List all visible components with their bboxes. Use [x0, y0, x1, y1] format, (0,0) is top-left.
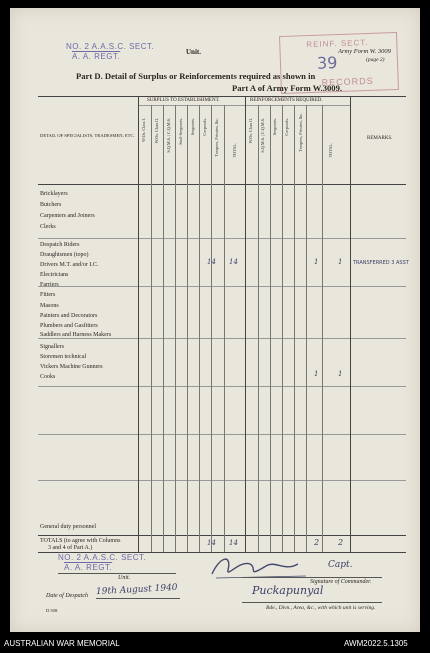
surplus-col-7: TOTAL.: [232, 143, 237, 158]
surplus-column-header: SURPLUS TO ESTABLISHMENT.: [147, 98, 220, 103]
signature-rank: Capt.: [328, 560, 353, 570]
row-label: Bricklayers: [40, 191, 68, 197]
totals-surplus-troopers: 14: [207, 539, 216, 547]
unit-label: Unit.: [186, 48, 201, 56]
reinforcements-column-header: REINFORCEMENTS REQUIRED.: [250, 98, 323, 103]
reinf-col-2: Sergeants.: [272, 118, 277, 136]
date-of-despatch-label: Date of Despatch: [46, 593, 88, 599]
row-label: Fitters: [40, 292, 56, 298]
bottom-unit-label: Unit.: [118, 575, 131, 581]
row-label: Draughtsmen (topo): [40, 252, 89, 258]
row-label: Farriers: [40, 282, 59, 288]
totals-reinf-total: 2: [338, 538, 344, 547]
row-label: General duty personnel: [40, 524, 96, 530]
page-title-line2: Part A of Army Form W.3009.: [232, 83, 343, 93]
surplus-col-4: Sergeants.: [190, 118, 195, 136]
drivers-reinf-total: 1: [338, 258, 343, 266]
records-stamp-top: REINF. SECT.: [306, 37, 369, 50]
row-label: Drivers M.T. and/or I.C.: [40, 262, 99, 268]
unit-stamp-line1: NO. 2 A.A.S.C. SECT.: [66, 42, 155, 51]
records-stamp-label: RECORDS: [321, 75, 374, 88]
signature-label: Signature of Commander.: [310, 579, 372, 585]
row-label: Butchers: [40, 202, 62, 208]
document-page: [10, 8, 420, 632]
row-label: Cooks: [40, 374, 56, 380]
form-page: (page 2): [366, 57, 385, 63]
reinf-col-3: Corporals.: [284, 118, 289, 136]
surplus-col-0: W.Os. Class I.: [141, 118, 146, 142]
surplus-col-2: S.Q.M.S. | C.Q.M.S.: [166, 118, 171, 153]
totals-label-line1: TOTALS (to agree with Columns: [40, 538, 121, 544]
row-label: Painters and Decorators: [40, 313, 98, 319]
form-code: D.508.: [46, 608, 59, 613]
row-label: Storemen technical: [40, 354, 87, 360]
reinf-col-4: Troopers, Privates, &c.: [298, 113, 303, 152]
signature-scribble: [206, 552, 326, 587]
row-label: Masons: [40, 303, 59, 309]
row-label: Plumbers and Gasfitters: [40, 323, 98, 329]
drivers-surplus-total: 14: [229, 258, 238, 266]
unit-stamp-bottom: [58, 553, 146, 573]
records-stamp-number: 39: [316, 53, 338, 73]
detail-column-header: DETAIL OF SPECIALISTS, TRADESMEN, ETC.: [40, 133, 135, 138]
row-label: Electricians: [40, 272, 69, 278]
row-label: Clerks: [40, 224, 56, 230]
footer-left: AUSTRALIAN WAR MEMORIAL: [4, 639, 120, 648]
surplus-col-3: Staff-Sergeants.: [178, 118, 183, 145]
drivers-remark: TRANSFERRED 3 ASST: [353, 260, 409, 266]
reinf-col-0: W.Os. Class II.: [248, 118, 253, 144]
unit-stamp-line2: A. A. REGT.: [72, 52, 121, 61]
drivers-reinf-troopers: 1: [314, 258, 319, 266]
despatch-date: 19th August 1940: [95, 582, 178, 598]
unit-stamp-bottom-line1: NO. 2 A.A.S.C. SECT.: [58, 553, 147, 562]
row-label: Carpenters and Joiners: [40, 213, 95, 219]
page-title-line1: Part D. Detail of Surplus or Reinforcements required as shown in: [76, 71, 316, 81]
surplus-col-6: Troopers, Privates, &c.: [214, 118, 219, 157]
totals-reinf-troopers: 2: [314, 538, 320, 547]
drivers-surplus-troopers: 14: [207, 258, 216, 266]
unit-stamp-bottom-line2: A. A. REGT.: [64, 563, 113, 572]
row-label: Despatch Riders: [40, 242, 80, 248]
place-name: Puckapunyal: [252, 584, 324, 597]
place-label: Bde., Divn., Area, &c., with which unit is serving.: [266, 605, 376, 611]
totals-label-line2: 3 and 4 of Part A.): [48, 545, 93, 551]
surplus-col-1: W.Os. Class II.: [154, 118, 159, 144]
reinf-col-5: TOTAL.: [328, 143, 333, 158]
row-label: Vickers Machine Gunners: [40, 364, 103, 370]
surplus-col-5: Corporals.: [202, 118, 207, 136]
row-label: Saddlers and Harness Makers: [40, 332, 112, 338]
row-label: Signallers: [40, 344, 64, 350]
footer-right: AWM2022.5.1305: [344, 639, 408, 648]
cooks-reinf-troopers: 1: [314, 370, 319, 378]
form-reference: Army Form W. 3009: [338, 48, 391, 55]
remarks-column-header: REMARKS.: [367, 136, 393, 141]
unit-stamp-top: [66, 42, 154, 62]
reinf-col-1: S.Q.M.S. | C.Q.M.S.: [260, 118, 265, 153]
cooks-reinf-total: 1: [338, 370, 343, 378]
totals-surplus-total: 14: [229, 539, 238, 547]
